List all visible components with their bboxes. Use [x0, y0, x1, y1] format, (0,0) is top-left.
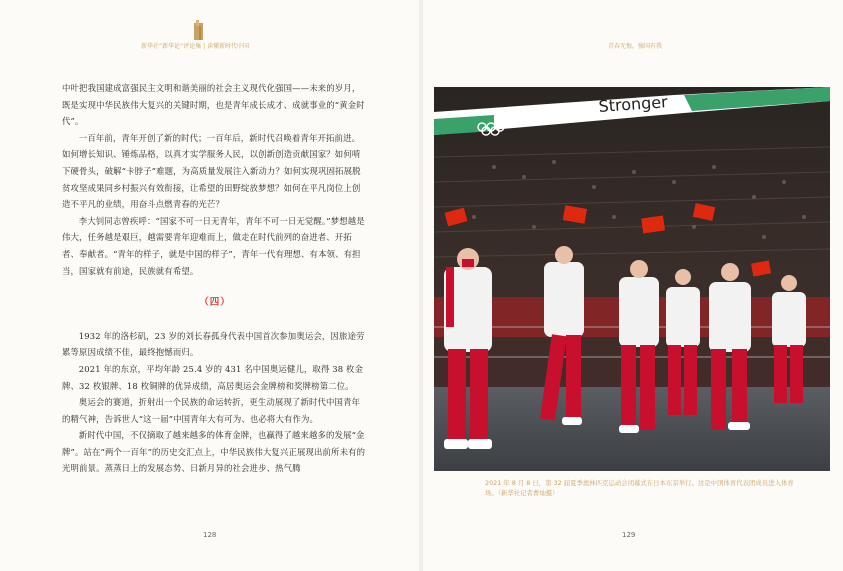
- olympic-opening-ceremony-photo: [434, 87, 830, 471]
- photo-caption: 2021 年 8 月 8 日，第 32 届夏季奥林匹克运动会闭幕式在日本东京举行。这是中国体育代表团成员进入体育场。（新华社记者曹灿摄）: [485, 479, 794, 497]
- publisher-logo-icon: [192, 20, 205, 40]
- page-number-right: 129: [622, 531, 636, 539]
- paragraph: 奥运会的赛道，折射出一个民族的命运转折，更生动展现了新时代中国青年的精气神，告诉世人“这一届”中国青年大有可为、也必将大有作为。: [62, 397, 361, 424]
- running-title-right: 青春无悔，强国有我: [608, 43, 663, 50]
- page-number-left: 128: [203, 531, 217, 539]
- running-title-left: 新华社“新华论”评论集 | 读懂新时代中国: [141, 43, 250, 50]
- paragraph: 一百年前，青年开创了新的时代；一百年后，新时代召唤着青年开拓前进。如何增长知识、锤炼品格，以真才实学服务人民，以创新创造贡献国家？如何啃下硬骨头，破解“卡脖子”难题，为高质量发展注入新动力？如何实现巩固拓展脱贫攻坚成果同乡村振兴有效衔接，让希望的田野绽放梦想？如何在平凡岗位上创造不平凡的业绩，用奋斗点燃青春的光芒？: [62, 132, 361, 210]
- book-spine: [419, 0, 423, 571]
- paragraph: 新时代中国，不仅摘取了越来越多的体育金牌，也赢得了越来越多的发展“金牌”。站在“两个一百年”的历史交汇点上，中华民族伟大复兴正展现出前所未有的光明前景。蒸蒸日上的发展态势、日新月异的社会进步、热气腾: [62, 430, 366, 474]
- left-body-text: [62, 80, 368, 477]
- paragraph: 李大钊同志曾疾呼：“国家不可一日无青年，青年不可一日无觉醒。”梦想越是伟大，任务越是艰巨，越需要青年迎难而上，做走在时代前列的奋进者、开拓者、奉献者。“青年的样子，就是中国的样子”，青年一代有理想、有本领、有担当，国家就有前途，民族就有希望。: [62, 215, 365, 276]
- section-heading: （四）: [199, 297, 231, 309]
- paragraph: 1932 年的洛杉矶，23 岁的刘长春孤身代表中国首次参加奥运会，因旅途劳累等原因成绩不佳，最终抱憾而归。: [62, 330, 365, 358]
- paragraph: 2021 年的东京，平均年龄 25.4 岁的 431 名中国奥运健儿，取得 38 枚金牌、32 枚银牌、18 枚铜牌的优异成绩，高居奥运会金牌榜和奖牌榜第二位。: [62, 363, 364, 391]
- banner-text: Stronger: [597, 92, 669, 116]
- paragraph: 中叶把我国建成富强民主文明和谐美丽的社会主义现代化强国——未来的岁月，既是实现中华民族伟大复兴的关键时期，也是青年成长成才、成就事业的“黄金时代”。: [62, 83, 365, 127]
